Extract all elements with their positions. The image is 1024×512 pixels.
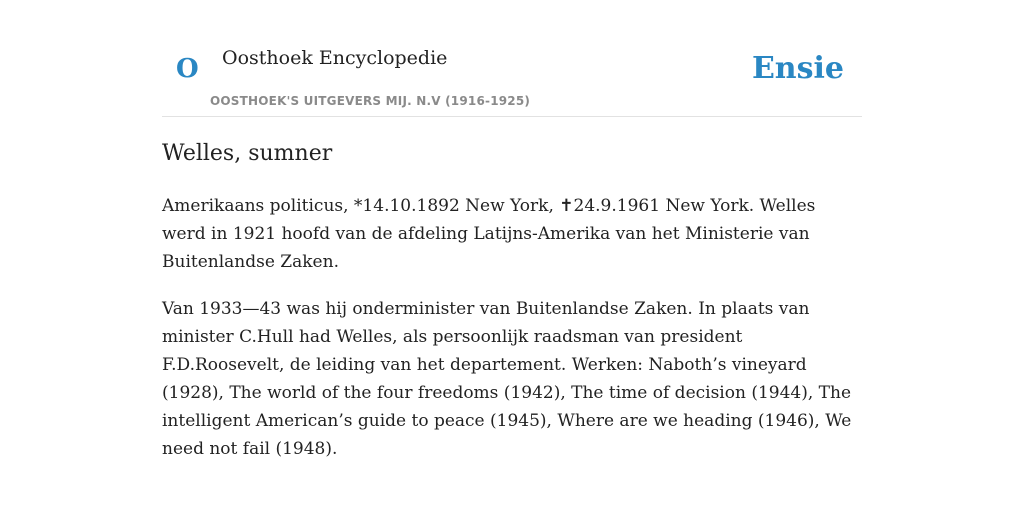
entry-content — [162, 138, 862, 482]
ensie-logo-link[interactable]: Ensie — [751, 51, 844, 86]
publication-title[interactable]: Oosthoek Encyclopedie — [222, 47, 448, 69]
entry-paragraph-2: Van 1933—43 was hij onderminister van Buitenlandse Zaken. In plaats van minister C.Hull had Welles, als persoonlijk raadsman van president F.D.Roosevelt, de leiding van het departement. Werken: Naboth’s vineyard (1928), The world of the four freedoms (1942), The time of decision (1944), The intelligent American’s guide to peace (1945), Where are we heading (1946), We need not fail (1948). — [162, 299, 852, 459]
publication-logo[interactable]: O — [176, 54, 199, 84]
entry-title: Welles, sumner — [162, 141, 333, 166]
publisher-subtitle: OOSTHOEK'S UITGEVERS MIJ. N.V (1916-1925) — [210, 94, 531, 108]
entry-paragraph-1: Amerikaans politicus, *14.10.1892 New York, ✝24.9.1961 New York. Welles werd in 1921 hoofd van de afdeling Latijns-Amerika van het Ministerie van Buitenlandse Zaken. — [162, 196, 816, 272]
site-header — [162, 0, 862, 117]
